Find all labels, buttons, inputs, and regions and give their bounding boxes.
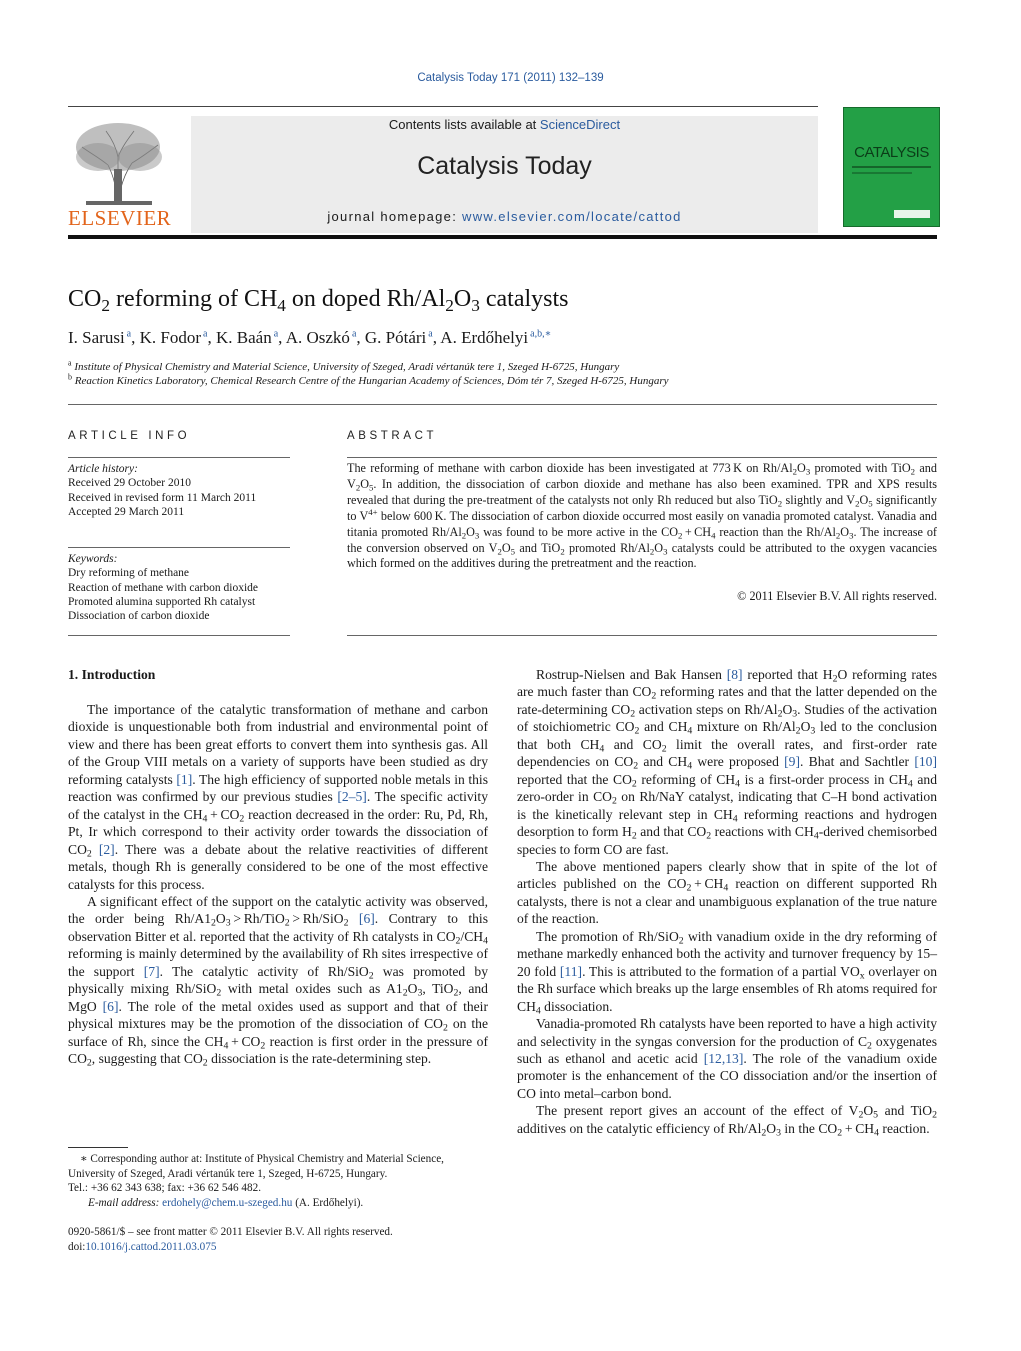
keywords-block: Keywords: Dry reforming of methane Reaction of methane with carbon dioxide Promoted alumina supported Rh catalyst Dissociation of carbon dioxide xyxy=(68,552,290,623)
section-heading-introduction: 1. Introduction xyxy=(68,667,156,682)
abstract-rule xyxy=(347,457,937,458)
keyword-item: Reaction of methane with carbon dioxide xyxy=(68,581,259,594)
affiliation-rule xyxy=(68,404,937,405)
keyword-item: Dissociation of carbon dioxide xyxy=(68,610,210,623)
reference-link[interactable]: [12,13] xyxy=(703,1050,744,1066)
sciencedirect-link[interactable]: ScienceDirect xyxy=(539,117,621,132)
abstract-bottom-rule xyxy=(347,635,937,636)
article-info-rule xyxy=(68,457,290,458)
article-info-bottom-rule xyxy=(68,635,290,636)
cover-title: CATALYSIS xyxy=(854,144,929,161)
front-matter-info: 0920-5861/$ – see front matter © 2011 Elsevier B.V. All rights reserved. doi:10.1016/j.cattod.2011.03.075 xyxy=(68,1226,393,1253)
reference-link[interactable]: [6] xyxy=(102,998,119,1014)
header-top-rule xyxy=(68,106,818,107)
affiliation-a: $^a$ Institute of Physical Chemistry and Material Science, University of Szeged, Aradi vértanúk tere 1, Szeged H-6725, Hungary xyxy=(68,358,620,373)
journal-cover-image[interactable] xyxy=(843,107,940,227)
footnote-rule xyxy=(68,1147,128,1148)
body-paragraph: Rostrup-Nielsen and Bak Hansen [8] reported that $H_2O$ reforming rates are much faster than $CO_2$ reforming rates and that the latter depended on the rate-determining $CO_2$ activation steps on $Rh/Al_2O_3$. Studies of the activation of stoichiometric $CO_2$ and $CH_4$ mixture on $Rh/Al_2O_3$ led to the conclusion that both $CH_4$ and $CO_2$ limit the overall rates, and first-order rate dependencies on $CO_2$ and $CH_4$ were proposed [9]. Bhat and Sachtler [10] reported that the $CO_2$ reforming of $CH_4$ is a first-order process in $CH_4$ and zero-order in $CO_2$ on Rh/NaY catalyst, indicating that C–H bond activation is the kinetically relevant step in $CH_4$ reforming reactions and hydrogen desorption to form $H_2$ and that $CO_2$ reactions with $CH_4$-derived chemisorbed species to form CO are fast. xyxy=(517,667,938,857)
keyword-item: Promoted alumina supported Rh catalyst xyxy=(68,595,256,608)
reference-link[interactable]: [11] xyxy=(559,963,583,979)
journal-citation[interactable]: Catalysis Today 171 (2011) 132–139 xyxy=(417,72,604,84)
reference-link[interactable]: [10] xyxy=(914,754,937,770)
author-list: I. Sarusi $^a$, K. Fodor $^a$, K. Baán $^a$, A. Oszkó $^a$, G. Pótári $^a$, A. Erdőhelyi $^{a,b,∗}$ xyxy=(68,328,552,347)
reference-link[interactable]: [7] xyxy=(143,963,160,979)
article-info-heading: ARTICLE INFO xyxy=(68,430,191,442)
body-paragraph: The above mentioned papers clearly show that in spite of the lot of articles published on the $CO_2 + CH_4$ reaction on different supported Rh catalysts, there is not a clear and unambiguous explanation of the true nature of the reaction. xyxy=(517,858,937,927)
doi-link[interactable]: 10.1016/j.cattod.2011.03.075 xyxy=(85,1240,217,1253)
reference-link[interactable]: [9] xyxy=(784,754,801,770)
article-history: Article history: Received 29 October 2010 Received in revised form 11 March 2011 Accepted 29 March 2011 xyxy=(68,463,257,518)
reference-link[interactable]: [2] xyxy=(98,841,115,857)
body-paragraph: The importance of the catalytic transformation of methane and carbon dioxide is unquestionable both from industrial and environmental point of view and there has been great efforts to convert them into synthesis gas. All of the Group VIII metals on a variety of supports have been studied as dry reforming catalysts [1]. The high efficiency of supported noble metals in this reaction was confirmed by our previous studies [2–5]. The specific activity of the catalyst in the $CH_4 + CO_2$ reaction decreased in the order: Ru, Pd, Rh, Pt, Ir which correspond to their activity order towards the dissociation of $CO_2$ [2]. There was a debate about the relative reactivities of different metals, though Rh is generally considered to be one of the most effective catalysts for this process. xyxy=(68,702,489,892)
header-bottom-rule xyxy=(68,235,937,239)
reference-link[interactable]: [1] xyxy=(176,771,193,787)
contents-line: Contents lists available at ScienceDirect xyxy=(388,117,621,132)
body-paragraph: The promotion of Rh/SiO$_2$ with vanadium oxide in the dry reforming of methane markedly enhanced both the activity and turnover frequency by 15–20 fold [11]. This is attributed to the formation of a partial $VO_x$ overlayer on the Rh surface which breaks up the large ensembles of Rh atoms required for $CH_4$ dissociation. xyxy=(517,928,938,1017)
article-title: $CO_2$ reforming of $CH_4$ on doped $Rh/Al_2O_3$ catalysts xyxy=(68,286,569,315)
elsevier-wordmark: ELSEVIER xyxy=(68,206,172,230)
keywords-rule xyxy=(68,547,290,548)
body-paragraph: The present report gives an account of the effect of $V_2O_5$ and TiO$_2$ additives on the catalytic efficiency of $Rh/Al_2O_3$ in the $CO_2 + CH_4$ reaction. xyxy=(517,1103,937,1139)
reference-link[interactable]: [8] xyxy=(726,667,743,682)
body-right-column xyxy=(517,666,937,1137)
homepage-link[interactable]: www.elsevier.com/locate/cattod xyxy=(462,209,682,224)
abstract-heading: ABSTRACT xyxy=(347,430,438,442)
email-link[interactable]: erdohely@chem.u-szeged.hu xyxy=(162,1196,293,1209)
corresponding-author-footnote: ∗ Corresponding author at: Institute of Physical Chemistry and Material Science, University of Szeged, Aradi vértanúk tere 1, Szeged, H-6725, Hungary. Tel.: +36 62 343 638; fax: +36 62 546 482. E-mail address: erdohely@chem.u-szeged.hu (A. Erdőhelyi). xyxy=(68,1153,444,1209)
body-left-column xyxy=(68,701,488,1068)
reference-link[interactable]: [6] xyxy=(358,911,375,927)
reference-link[interactable]: [2–5] xyxy=(337,789,367,805)
body-paragraph: A significant effect of the support on the catalytic activity was observed, the order being $Rh/A1_2O_3 > Rh/TiO_2 > Rh/SiO_2$ [6]. Contrary to this observation Bitter et al. reported that the activity of Rh catalysts in $CO_2/CH_4$ reforming is mainly determined by the availability of Rh sites irrespective of the support [7]. The catalytic activity of Rh/SiO$_2$ was promoted by physically mixing Rh/SiO$_2$ with metal oxides such as $A1_2O_3$, TiO$_2$, and MgO [6]. The role of the metal oxides used as support and that of their physical mixtures may be the promotion of the dissociation of $CO_2$ on the surface of Rh, since the $CH_4 + CO_2$ reaction is first order in the pressure of $CO_2$, suggesting that $CO_2$ dissociation is the rate-determining step. xyxy=(68,893,489,1069)
journal-homepage: journal homepage: www.elsevier.com/locate/cattod xyxy=(327,209,682,224)
abstract-text: The reforming of methane with carbon dioxide has been investigated at 773 K on $Rh/Al_2O_3$ promoted with TiO$_2$ and $V_2O_5$. In addition, the dissociation of carbon dioxide and methane has also been examined. TPR and XPS results revealed that during the pre-treatment of the catalysts not only Rh reduced but also TiO$_2$ slightly and $V_2O_5$ significantly to $V^{4+}$ below 600 K. The dissociation of carbon dioxide occurred most easily on vanadia promoted catalyst. Vanadia and titania promoted $Rh/Al_2O_3$ was found to be more active in the $CO_2 + CH_4$ reaction than the $Rh/Al_2O_3$. The increase of the conversion observed on $V_2O_5$ and TiO$_2$ promoted $Rh/Al_2O_3$ catalysts could be attributed to the oxygen vacancies which formed on the additives during the pretreatment and the reaction. xyxy=(347,461,937,571)
abstract-copyright: © 2011 Elsevier B.V. All rights reserved. xyxy=(737,589,937,603)
journal-title[interactable]: Catalysis Today xyxy=(417,152,592,180)
affiliation-b: $^b$ Reaction Kinetics Laboratory, Chemical Research Centre of the Hungarian Academy of Sciences, Dóm tér 7, Szeged H-6725, Hungary xyxy=(68,372,669,387)
body-paragraph: Vanadia-promoted Rh catalysts have been reported to have a high activity and selectivity in the syngas conversion for the production of $C_2$ oxygenates such as ethanol and acetic acid [12,13]. The role of the vanadium oxide promoter is the enhancement of the CO dissociation and/or the insertion of CO into metal–carbon bond. xyxy=(517,1016,937,1101)
keyword-item: Dry reforming of methane xyxy=(68,567,190,580)
